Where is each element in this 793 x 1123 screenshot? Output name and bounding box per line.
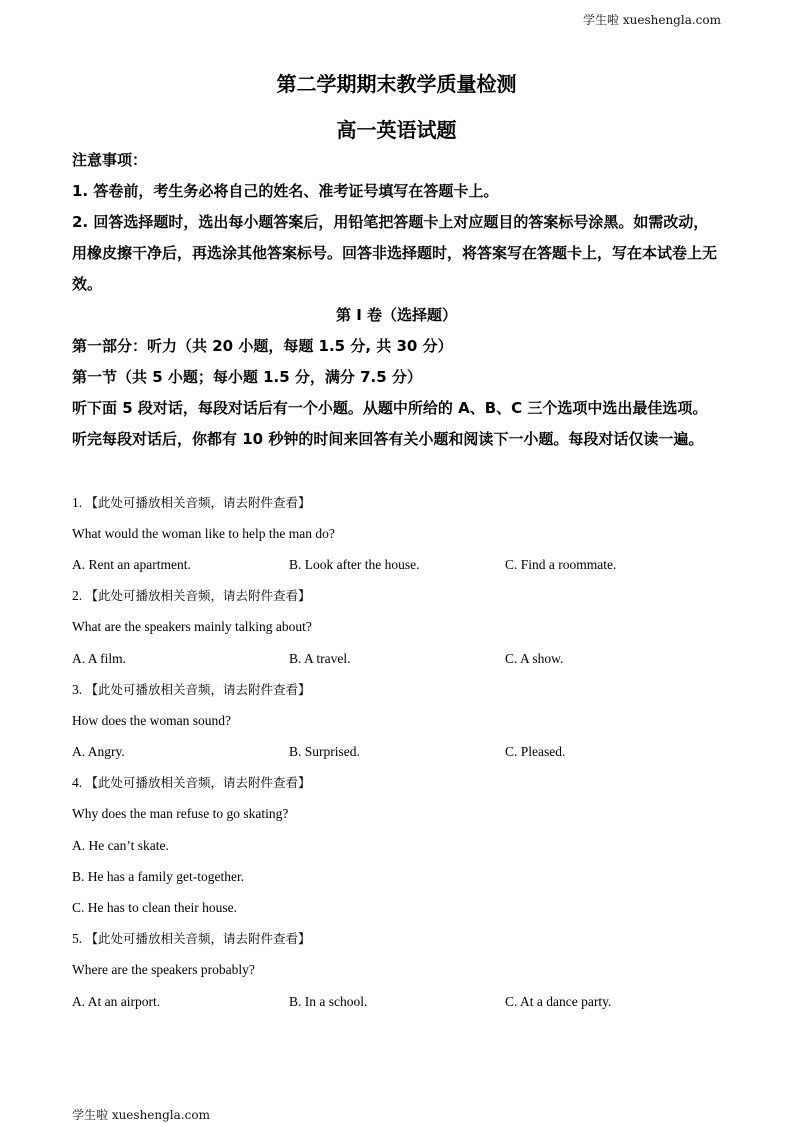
audio-placeholder-link[interactable]: 【此处可播放相关音频，请去附件查看】	[85, 495, 311, 510]
question-text: Where are the speakers probably?	[72, 962, 255, 977]
part-heading: 第一部分：听力（共 20 小题，每题 1.5 分, 共 30 分）	[72, 337, 453, 355]
question-number: 1.	[72, 495, 83, 510]
question-audio-row	[72, 493, 311, 513]
question-audio-row	[72, 586, 311, 606]
footer-site-label: 学生啦 xueshengla.com	[72, 1108, 210, 1122]
option-b: B. In a school.	[289, 994, 368, 1009]
question-text: Why does the man refuse to go skating?	[72, 806, 289, 821]
option-a: A. At an airport.	[72, 994, 161, 1009]
volume-heading: 第 I 卷（选择题）	[335, 306, 458, 324]
option-b: B. Look after the house.	[289, 557, 420, 572]
question-number: 4.	[72, 775, 83, 790]
notes-heading: 注意事项：	[72, 151, 148, 169]
option-c: C. Find a roommate.	[505, 557, 617, 572]
option-b: B. Surprised.	[289, 744, 360, 759]
listening-instruction: 听下面 5 段对话，每段对话后有一个小题。从题中所给的 A、B、C 三个选项中选出最佳选项。听完每段对话后，你都有 10 秒钟的时间来回答有关小题和阅读下一小题。每段对话仅读一遍。	[72, 399, 708, 448]
exam-title: 第二学期期末教学质量检测	[276, 72, 517, 96]
options-row	[72, 649, 722, 669]
option-c: C. Pleased.	[505, 744, 566, 759]
exam-subtitle: 高一英语试题	[336, 118, 457, 142]
option-a: A. Angry.	[72, 744, 125, 759]
question-number: 5.	[72, 931, 83, 946]
audio-placeholder-link[interactable]: 【此处可播放相关音频，请去附件查看】	[85, 775, 311, 790]
options-row	[72, 742, 722, 762]
header-site-label: 学生啦 xueshengla.com	[583, 13, 721, 27]
question-text: How does the woman sound?	[72, 713, 231, 728]
options-row	[72, 555, 722, 575]
note-item: 2. 回答选择题时，选出每小题答案后，用铅笔把答题卡上对应题目的答案标号涂黑。如需改动，用橡皮擦干净后，再选涂其他答案标号。回答非选择题时，将答案写在答题卡上，写在本试卷上无效。	[72, 213, 718, 293]
option-a: A. Rent an apartment.	[72, 557, 191, 572]
option-a: A. A film.	[72, 651, 127, 666]
note-item: 1. 答卷前，考生务必将自己的姓名、准考证号填写在答题卡上。	[72, 182, 499, 200]
question-number: 2.	[72, 588, 83, 603]
question-number: 3.	[72, 682, 83, 697]
question-text: What would the woman like to help the man do?	[72, 526, 335, 541]
section-heading: 第一节（共 5 小题；每小题 1.5 分，满分 7.5 分）	[72, 368, 422, 386]
question-text: What are the speakers mainly talking about?	[72, 619, 312, 634]
audio-placeholder-link[interactable]: 【此处可播放相关音频，请去附件查看】	[85, 588, 311, 603]
audio-placeholder-link[interactable]: 【此处可播放相关音频，请去附件查看】	[85, 931, 311, 946]
audio-placeholder-link[interactable]: 【此处可播放相关音频，请去附件查看】	[85, 682, 311, 697]
option-a: A. He can’t skate.	[72, 838, 169, 853]
options-row	[72, 992, 722, 1012]
option-b: B. A travel.	[289, 651, 351, 666]
option-c: C. At a dance party.	[505, 994, 612, 1009]
option-c: C. He has to clean their house.	[72, 900, 237, 915]
option-c: C. A show.	[505, 651, 564, 666]
option-b: B. He has a family get-together.	[72, 869, 245, 884]
question-audio-row	[72, 680, 311, 700]
question-audio-row	[72, 929, 311, 949]
question-audio-row	[72, 773, 311, 793]
